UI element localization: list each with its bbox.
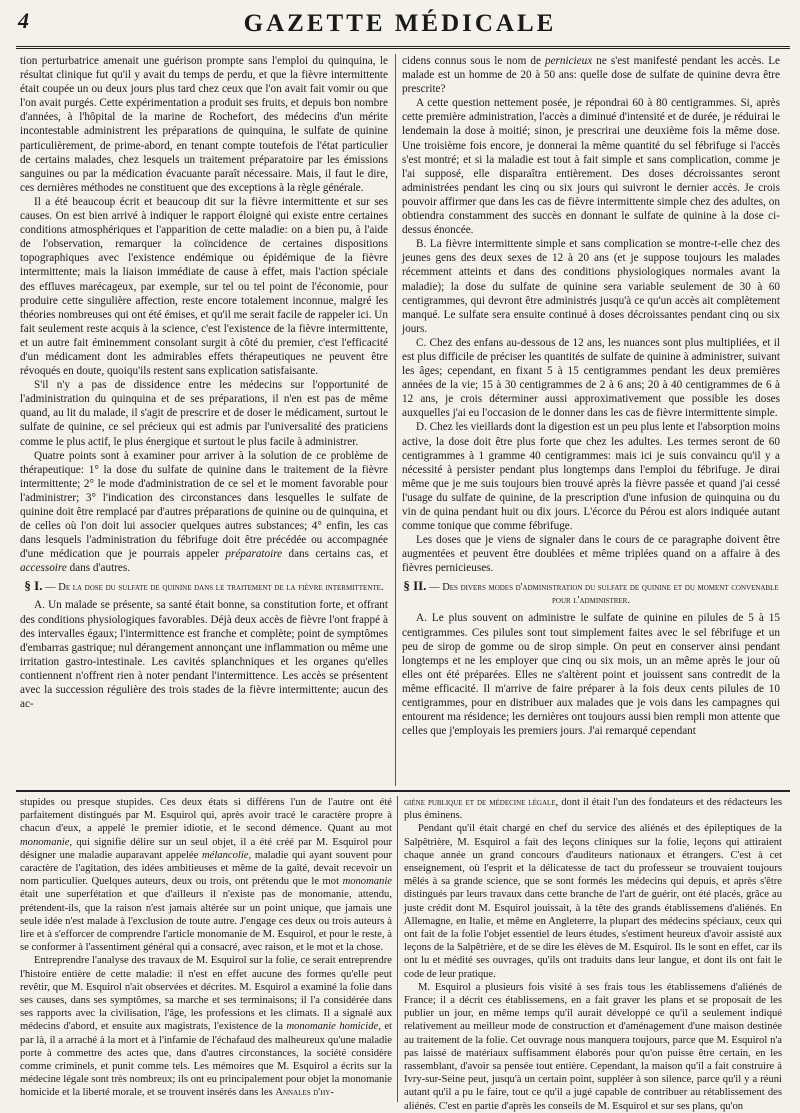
journal-name: giène publique et de médecine légale [404,797,556,808]
paragraph [404,796,782,822]
journal-name: Annales d'hy- [275,1087,334,1099]
text-run: était une superfétation et que d'ailleurs il n'existe pas de monomanie, attendu, prétendent-ils, que la raison n'est jamais altérée sur un point unique, que jamais une seule idée n'est malade à l'exclusion de toute autre. J'engage ces deux ou trois auteurs à lire et à s'efforcer de comprendre l'article monomanie de M. Esquirol, et pour le reste, à se conformer à l'assentiment général qui a consacré, avec raison, et le mot et la chose. [20,889,392,954]
text-run: ne s'est manifesté pendant les accès. Le malade est un homme de 20 à 50 ans: quelle dose de sulfate de quinine devra être prescrite? [402,55,780,96]
text-run: , et par là, il a arraché à la mort et à l'infamie de l'échafaud des malheureux qu'une maladie porte à commettre des actes que, dans d'autres circonstances, la société considère comme criminels, et punit comme tels. Les mémoires que M. Esquirol a écrits sur la médecine légale sont très nombreux; ils ont eu principalement pour objet la monomanie homicide et la liberté morale, et se trouvent insérés dans les [20,1021,392,1099]
section-number: § II. [403,578,427,594]
section-title: — De la dose du sulfate de quinine dans le traitement de la fièvre intermittente. [42,582,384,594]
text-run: dans certains cas, et [282,548,388,561]
bottom-right-column [404,796,782,1112]
emphasis: accessoire [20,562,67,575]
right-column [402,54,780,786]
paragraph: A. Le plus souvent on administre le sulfate de quinine en pilules de 5 à 15 centigrammes. Ces pilules sont tout simplement faites avec le sel fébrifuge et un peu de sirop de gomme ou de sirop simple. On peut en conserver ainsi pendant longtemps et ne les employer que cinq ou six mois, un an même après le jour où elles ont été préparées. Elles ne s'altèrent point et jouissent sans contredit de la même efficacité. Il m'arrive de faire préparer à la fois deux cents pilules de 10 centigrammes, pour en distribuer aux malades que je vois dans les campagnes qui entourent ma résidence; les dernières ont toujours aussi bien rempli mon attente que celles que j'employais les premiers jours. J'ai remarqué cependant [402,612,780,738]
text-run: , maladie qui ayant souvent pour caractère de l'agitation, des idées ambitieuses et même de la gaîté, devait recevoir un nom particulier. Quelques auteurs, deux ou trois, ont prétendu que le mot [20,849,392,888]
emphasis: préparatoire [225,548,283,561]
text-run: , dont il était l'un des fondateurs et des rédacteurs les plus éminens. [404,797,782,822]
paragraph: S'il n'y a pas de dissidence entre les médecins sur l'opportunité de l'administration du quinquina et de ses préparations, il n'en est pas de même quand, au lit du malade, il s'agit de prescrire et de doser le médicament, surtout le sulfate de quinine, ce sel précieux qui est admis par l'universalité des praticiens comme le plus actif, le plus énergique et surtout le plus facile à administrer. [20,379,388,448]
section-title: — Des divers modes d'administration du sulfate de quinine et du moment convenable pour l'administrer. [426,582,779,607]
emphasis: monomanie [20,836,70,848]
column-divider [395,54,396,786]
emphasis: pernicieux [544,55,593,67]
paragraph: Pendant qu'il était chargé en chef du service des aliénés et des épileptiques de la Salpêtrière, M. Esquirol a fait des leçons cliniques sur la folie, leçons qui attiraient chaque année un grand concours d'auditeurs nationaux et étrangers. C'est à cet enseignement, où l'esprit et la délicatesse de tact du professeur se trouvaient toujours mêlés à sa grande science, que se sont formés les médecins qui depuis, et après s'être distingués par leurs travaux dans cette branche de l'art de guérir, ont été placés, grâce au juste crédit dont M. Esquirol jouissait, à la tête des grands établissemens d'aliénés. En Allemagne, en Italie, et même en Angleterre, la plupart des médecins spéciaux, ceux qui ont fait de la folie l'objet essentiel de leurs études, s'estiment heureux d'avoir assisté aux leçons de la Salpêtrière, et de se dire les élèves de M. Esquirol. Ils le sont en effet, car ils ont lu et médité ses ouvrages, qu'ils ont traduits dans leur langue, et dont ils ont fait le code de leur pratique. [404,823,782,980]
feuilleton-rule [16,790,790,792]
paragraph: M. Esquirol a plusieurs fois visité à ses frais tous les établissemens d'aliénés de France; il a décrit ces établissemens, en a fait graver les plans et se proposait de les publier un jour, en même temps qu'il aurait développé ce qu'il a seulement indiqué relativement au meilleur mode de construction et d'aménagement d'une maison destinée au traitement de la folie. Cet ouvrage nous manquera toujours, parce que M. Esquirol n'a pas laissé de matériaux suffisamment élaborés pour qu'on puisse être certain, en les rassemblant, d'avoir sa pensée tout entière. Cependant, la maison qu'il a fait construire à Ivry-sur-Seine peut, jusqu'à un certain point, suppléer à son silence, parce qu'il y a réuni autant qu'il a pu le faire, tout ce qu'il a jugé capable de contribuer au rétablissement des aliénés. C'est en partie d'après les conseils de M. Esquirol et sur ses plans, qu'on [404,981,782,1112]
text-run: Quatre points sont à examiner pour arriver à la solution de ce problème de thérapeutique: 1° la dose du sulfate de quinine dans le traitement de la fièvre intermittente; 2° le mode d'administration de ce sel et le moment favorable pour l'administrer; 3° l'indication des circonstances dans lesquelles le sulfate de quinine doit être remplacé par d'autres préparations de quinine ou de quinquina, et de celles où l'on doit lui associer quelques autres substances; 4° enfin, les cas dans lesquels l'administration du fébrifuge doit être précédée ou accompagnée d'une médication que je pourrais appeler [20,449,388,561]
paragraph: Les doses que je viens de signaler dans le cours de ce paragraphe doivent être augmentées et peuvent être doublées et même triplées quand on a affaire à des fièvres pernicieuses. [402,534,780,575]
bottom-left-column [20,796,392,1102]
journal-title: GAZETTE MÉDICALE [243,10,557,37]
emphasis: mélancolie [202,849,249,861]
left-column [20,54,388,786]
paragraph: C. Chez des enfans au-dessous de 12 ans, les nuances sont plus multipliées, et il est plus difficile de préciser les quantités de sulfate de quinine à administrer, suivant les âges; cependant, en fixant 5 à 15 centigrammes pendant les deux premières années de la vie; 15 à 30 centigrammes de 2 à 6 ans; 20 à 40 centigrammes de 6 à 12 ans, je crois déterminer aussi approximativement que possible les doses auxquelles j'ai eu l'occasion de le donner dans les cas de fièvre intermittente simple. [402,336,780,420]
header-rule [16,46,790,49]
text-run: dans d'autres. [66,562,131,575]
paragraph [20,449,388,576]
paragraph: tion perturbatrice amenait une guérison prompte sans l'emploi du quinquina, le résultat clinique fut qu'il y avait du temps de perdu, et que la fièvre intermittente était coupée un ou deux jours plus tard chez ceux que l'on avait fait vomir ou que l'on avait purgés. Cette expérimentation a produit ses fruits, et depuis bon nombre d'années, à l'hôpital de la marine de Rochefort, des médecins d'un mérite incontestable administrent les préparations de quinquina, le sulfate de quinine particulièrement, de prime-abord, en tenant compte toutefois de l'état particulier de certains malades, chez lesquels un traitement préparatoire par les émissions sanguines ou par la médication évacuante paraît nécessaire. Mais, il faut le dire, ces dernières méthodes ne constituent que des exceptions à la règle générale. [20,55,388,194]
paragraph: A cette question nettement posée, je répondrai 60 à 80 centigrammes. Si, après cette première administration, l'accès a diminué d'intensité et de durée, je réduirai le lendemain la dose à moitié; sinon, je prescrirai une deuxième fois la même dose. Une troisième fois encore, je donnerai la même quantité du sel fébrifuge si l'accès s'est montré; et si la maladie est tout à fait simple et sans complication, comme je l'ai supposé, elle disparaîtra entièrement. Des doses décroissantes seront administrées pendant les cinq ou six jours qui suivront le dernier accès. Je crois pouvoir affirmer que dans les cas de fièvre intermittente simple chez des adultes, on obtiendra constamment des succès en donnant le sulfate de quinine à la dose ci-dessus énoncée. [402,97,780,237]
page-number: 4 [18,8,29,33]
text-run: Entreprendre l'analyse des travaux de M. Esquirol sur la folie, ce serait entreprendre l'histoire entière de cette maladie: il n'est en effet aucune des formes qu'elle peut revêtir, que M. Esquirol n'ait observées et décrites. M. Esquirol a examiné la folie dans ses causes, dans ses symptômes, sa marche et ses terminaisons; il l'a considérée dans ses rapports avec la civilisation, l'âge, les professions et les climats. Il a signalé aux médecins d'abord, et ensuite aux magistrats, l'existence de la [20,955,392,1033]
section-number: § I. [24,578,43,594]
paragraph [20,954,392,1099]
text-run: stupides ou presque stupides. Ces deux états si différens l'un de l'autre ont été parfaitement distingués par M. Esquirol qui, après avoir tracé le caractère propre à chacun d'eux, a appelé le premier idiotie, et le second démence. Quant au mot [20,797,392,835]
section-heading [20,579,388,594]
paragraph: B. La fièvre intermittente simple et sans complication se montre-t-elle chez des jeunes gens des deux sexes de 12 à 20 ans (et je suppose toujours les malades récemment atteints et dans des conditions physiologiques normales avant la maladie); la dose du sulfate de quinine sera variable seulement de 30 à 60 centigrammes, qui devront être administrés jusqu'à ce qu'un accès ait complètement manqué. Le sulfate sera ensuite continué à doses décroissantes pendant cinq ou six jours. [402,238,780,335]
section-heading [402,579,780,607]
paragraph: D. Chez les vieillards dont la digestion est un peu plus lente et l'absorption moins active, la dose doit être plus forte que chez les adultes. Les termes seront de 60 centigrammes à 1 gramme 40 centigrammes: mais ici je suis convaincu qu'il y a nécessité à persister pendant plus longtemps dans l'emploi du fébrifuge. Je dirai même que je me suis toujours bien trouvé après la fièvre passée et quand j'ai cessé l'usage du sulfate de quinine, de la prescription d'une infusion de quinquina ou du vin de quina pendant huit ou dix jours. L'écorce du Pérou est alors indiquée autant comme tonique que comme fébrifuge. [402,421,780,533]
paragraph: A. Un malade se présente, sa santé était bonne, sa constitution forte, et offrant des conditions physiologiques favorables. Déjà deux accès de fièvre l'ont frappé à des intervalles égaux; l'intermittence est franche et complète; point de symptômes d'embarras gastrique; nul dérangement annonçant une inflammation ou même une irritation gastro-intestinale. Les cavités splanchniques et les organes qu'elles contiennent n'offrent rien à noter pendant l'intermittence. Les accès se présentent avec la succession régulière des trois stades de la fièvre intermittente; aucun des ac- [20,599,388,711]
paragraph: Il a été beaucoup écrit et beaucoup dit sur la fièvre intermittente et sur ses causes. On est bien arrivé à indiquer le rapport éloigné qui existe entre certaines conditions atmosphériques et l'apparition de cette maladie: on a bien pu, à l'aide de l'observation, remarquer la coïncidence de certaines dispositions topographiques avec l'existence endémique ou épidémique de la fièvre intermittente; mais la liaison immédiate de cause à effet, mais l'action spéciale des effluves marécageux, par exemple, sur tel ou tel point de l'économie, pour produire cette singulière affection, reste encore totalement inconnue, malgré les théories nombreuses qui ont été émises, et qu'il me serait facile de rappeler ici. Un fait seulement reste acquis à la science, c'est l'existence de la fièvre intermittente, et un autre fait éminemment consolant surgit à côté du premier, c'est l'efficacité d'un médicament dont les admirables effets thérapeutiques ne peuvent être révoqués en doute, quoiqu'ils restent sans explication satisfaisante. [20,195,388,378]
emphasis: monomanie [342,876,392,888]
emphasis: monomanie homicide [286,1021,379,1033]
paragraph [20,796,392,954]
text-run: , qui signifie délire sur un seul objet, il a été créé par M. Esquirol pour désigner une maladie auparavant appelée [20,836,392,861]
paragraph [402,54,780,96]
column-divider [397,796,398,1102]
text-run: cidens connus sous le nom de [402,55,545,67]
